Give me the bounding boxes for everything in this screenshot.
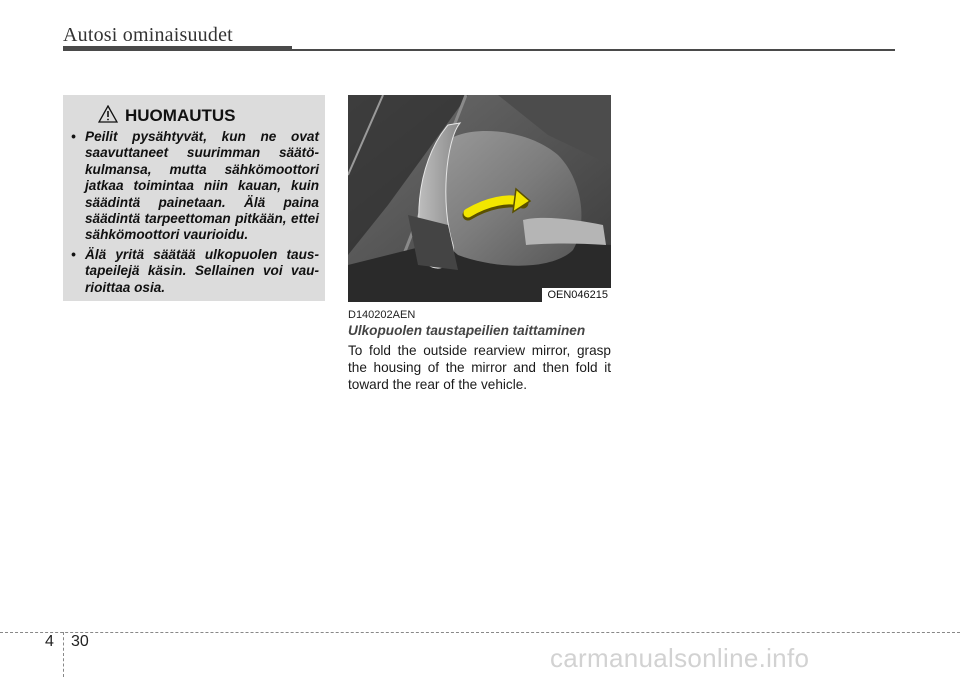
mirror-folding-photo (348, 95, 611, 302)
section-code: D140202AEN (348, 309, 416, 321)
figure-code: OEN046215 (542, 288, 611, 302)
chapter-number: 4 (45, 633, 54, 650)
caution-header (98, 105, 236, 127)
caution-list (71, 129, 319, 299)
caution-box (63, 95, 325, 301)
section-body: To fold the outside rearview mirror, grasp the housing of the mirror and then fold it toward the rear of the vehicle. (348, 343, 611, 392)
page-header-title: Autosi ominaisuudet (63, 24, 233, 46)
header-rule (292, 49, 895, 51)
footer-divider (63, 632, 64, 677)
caution-item: • Älä yritä säätää ulkopuolen taustapeilejä käsin. Sellainen voi vaurioittaa osia. (71, 247, 319, 296)
caution-item: • Peilit pysähtyvät, kun ne ovat saavuttaneet suurimman säätökulmansa, mutta sähkömoottori jatkaa toimintaa niin kauan, kuin säädintä painetaan. Älä paina säädintä tarpeettoman pitkään, ettei sähkömoottori vaurioidu. (71, 129, 319, 244)
page-number: 30 (71, 633, 89, 650)
section-title: Ulkopuolen taustapeilien taittaminen (348, 323, 586, 338)
footer-rule (0, 632, 960, 633)
watermark[interactable]: carmanualsonline.info (550, 643, 810, 673)
header-rule-accent (63, 46, 292, 51)
warning-triangle-icon (98, 105, 118, 128)
mirror-illustration (348, 95, 611, 302)
caution-title: HUOMAUTUS (125, 106, 236, 125)
